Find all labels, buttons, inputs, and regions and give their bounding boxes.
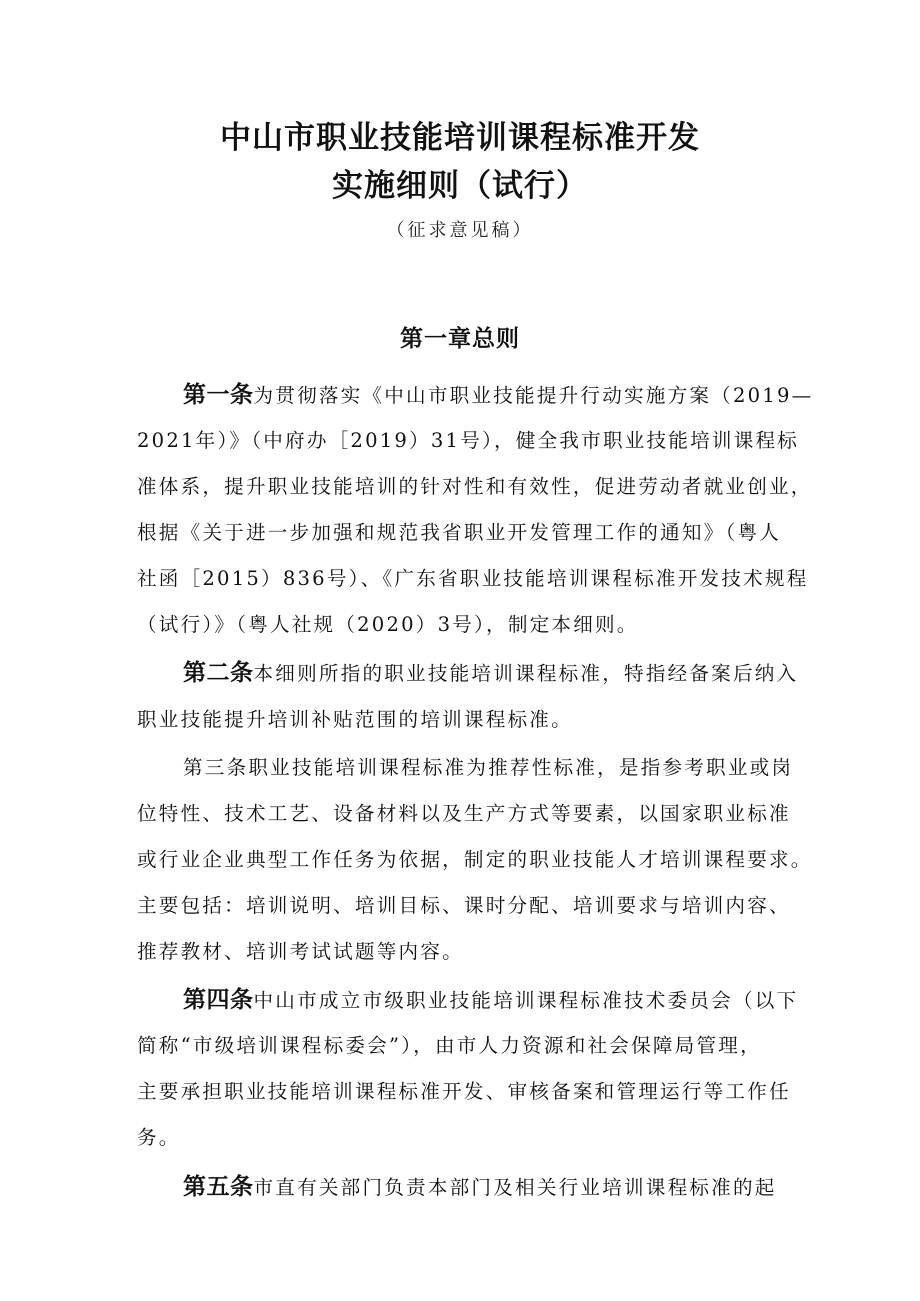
article-5-line-1 (183, 1170, 797, 1204)
draft-subtitle: （征求意见稿） (386, 220, 534, 241)
article-3-line-4: 主要包括：培训说明、培训目标、课时分配、培训要求与培训内容、 (137, 894, 791, 917)
article-1-line-2: 2021年）》（中府办［2019）31号），健全我市职业技能培训课程标 (137, 429, 800, 452)
document-title-line-1: 中山市职业技能培训课程标准开发 (220, 120, 700, 156)
article-1-line-3: 准体系，提升职业技能培训的针对性和有效性，促进劳动者就业创业， (137, 475, 813, 498)
article-1-line-4: 根据《关于进一步加强和规范我省职业开发管理工作的通知》（粤人 (137, 521, 782, 544)
article-1-label: 第一条 (183, 382, 254, 408)
article-1-line-5: 社函［2015）836号）、《广东省职业技能培训课程标准开发技术规程 (137, 567, 809, 590)
article-1-line-1 (183, 378, 814, 412)
article-3-line-3: 或行业企业典型工作任务为依据，制定的职业技能人才培训课程要求。 (137, 848, 813, 871)
article-4-text: 中山市成立市级职业技能培训课程标准技术委员会（以下 (253, 989, 799, 1012)
chapter-heading: 第一章总则 (400, 326, 520, 352)
article-1-line-6: （试行）》（粤人社规（2020）3号），制定本细则。 (137, 613, 639, 636)
article-4-line-4: 务。 (137, 1126, 181, 1149)
article-2-line-1 (183, 656, 797, 690)
article-3-line-1: 第三条职业技能培训课程标准为推荐性标准，是指参考职业或岗 (183, 756, 794, 779)
article-4-label: 第四条 (183, 987, 254, 1013)
article-2-line-2: 职业技能提升培训补贴范围的培训课程标准。 (137, 708, 573, 731)
article-2-text: 本细则所指的职业技能培训课程标准，特指经备案后纳入 (253, 662, 799, 685)
article-5-label: 第五条 (183, 1174, 254, 1200)
article-5-text: 市直有关部门负责本部门及相关行业培训课程标准的起 (253, 1176, 777, 1199)
document-title-line-2: 实施细则（试行） (332, 168, 588, 204)
article-3-line-2: 位特性、技术工艺、设备材料以及生产方式等要素，以国家职业标准 (137, 802, 791, 825)
article-2-label: 第二条 (183, 660, 254, 686)
article-4-line-1 (183, 983, 797, 1017)
article-4-line-2: 简称“市级培训课程标委会”），由市人力资源和社会保障局管理， (137, 1034, 762, 1057)
article-3-line-5: 推荐教材、培训考试试题等内容。 (137, 940, 464, 963)
article-4-line-3: 主要承担职业技能培训课程标准开发、审核备案和管理运行等工作任 (137, 1080, 791, 1103)
article-1-text: 为贯彻落实《中山市职业技能提升行动实施方案（2019— (253, 384, 814, 407)
